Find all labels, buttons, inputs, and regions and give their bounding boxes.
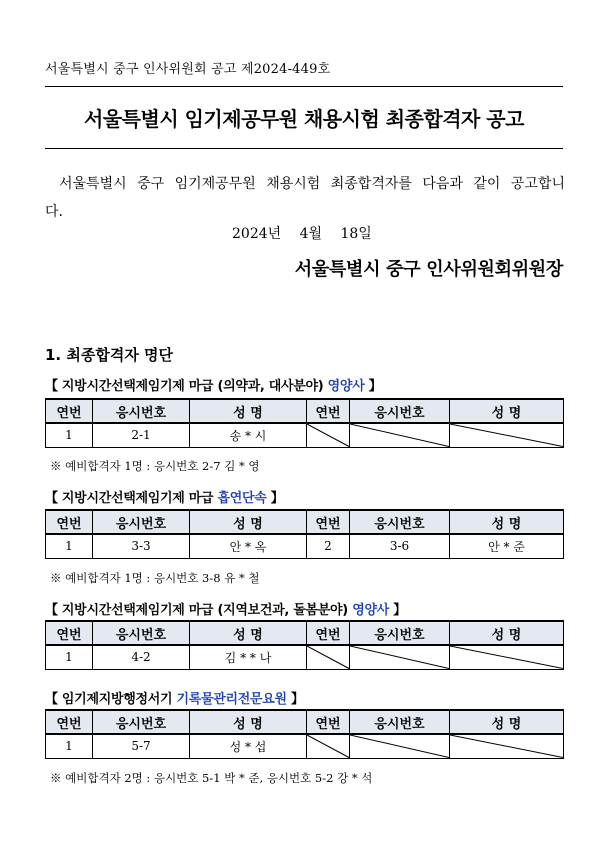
column-header: 응시번호 — [93, 399, 190, 423]
diagonal-strike — [350, 646, 449, 669]
group-title-prefix: 【 지방시간선택제임기제 마급 (지역보건과, 돌봄분야) — [45, 603, 348, 618]
group-field: 흡연단속 — [217, 491, 267, 506]
column-header: 성 명 — [190, 399, 307, 423]
column-header: 성 명 — [450, 710, 564, 734]
table-header-row — [46, 710, 564, 734]
table-cell: 3-6 — [350, 534, 450, 558]
table-cell: 2-1 — [93, 423, 190, 447]
empty-cell — [350, 423, 450, 447]
column-header: 연번 — [46, 399, 93, 423]
empty-cell — [450, 734, 564, 758]
diagonal-strike — [307, 735, 349, 758]
table-cell: 송 * 시 — [190, 423, 307, 447]
table-cell: 안 * 준 — [450, 534, 564, 558]
table-cell: 1 — [46, 423, 93, 447]
table-cell: 2 — [307, 534, 350, 558]
column-header: 성 명 — [450, 510, 564, 534]
table-header-row — [46, 399, 564, 423]
column-header: 성 명 — [190, 510, 307, 534]
table-row — [46, 534, 564, 558]
group-title — [45, 375, 381, 394]
group-field: 영양사 — [352, 603, 389, 618]
empty-cell — [307, 423, 350, 447]
table-cell: 1 — [46, 534, 93, 558]
roster-table — [45, 620, 564, 670]
empty-cell — [450, 423, 564, 447]
column-header: 응시번호 — [350, 510, 450, 534]
group-field: 기록물관리전문요원 — [176, 692, 287, 707]
diagonal-strike — [307, 424, 349, 447]
diagonal-strike — [350, 735, 449, 758]
table-row — [46, 423, 564, 447]
column-header: 연번 — [46, 621, 93, 645]
column-header: 응시번호 — [93, 621, 190, 645]
roster-table — [45, 709, 564, 759]
table-cell: 4-2 — [93, 645, 190, 669]
column-header: 응시번호 — [350, 621, 450, 645]
column-header: 연번 — [307, 510, 350, 534]
column-header: 연번 — [307, 710, 350, 734]
diagonal-strike — [450, 646, 563, 669]
diagonal-strike — [307, 646, 349, 669]
empty-cell — [307, 734, 350, 758]
empty-cell — [350, 645, 450, 669]
diagonal-strike — [350, 424, 449, 447]
intro-paragraph: 서울특별시 중구 임기제공무원 채용시험 최종합격자를 다음과 같이 공고합니다. — [45, 176, 565, 220]
table-cell: 김 * * 나 — [190, 645, 307, 669]
column-header: 연번 — [46, 510, 93, 534]
table-cell: 안 * 옥 — [190, 534, 307, 558]
group-title-suffix: 】 — [291, 692, 304, 707]
group-title-prefix: 【 지방시간선택제임기제 마급 — [45, 491, 214, 506]
roster-table — [45, 398, 564, 448]
empty-cell — [307, 645, 350, 669]
group-title-prefix: 【 임기제지방행정서기 — [45, 692, 173, 707]
group-title — [45, 599, 406, 618]
table-row — [46, 645, 564, 669]
group-field: 영양사 — [327, 379, 365, 394]
notice-number: 서울특별시 중구 인사위원회 공고 제2024-449호 — [45, 62, 331, 77]
empty-cell — [450, 645, 564, 669]
column-header: 성 명 — [190, 710, 307, 734]
title-rule-top — [45, 86, 563, 87]
table-cell: 5-7 — [93, 734, 190, 758]
diagonal-strike — [450, 735, 563, 758]
table-header-row — [46, 510, 564, 534]
group-title — [45, 688, 304, 707]
table-header-row — [46, 621, 564, 645]
reserve-note: ※ 예비합격자 2명 : 응시번호 5-1 박 * 준, 응시번호 5-2 강 * 석 — [50, 771, 373, 785]
column-header: 성 명 — [450, 399, 564, 423]
group-title — [45, 487, 283, 506]
roster-table — [45, 509, 564, 559]
table-cell: 1 — [46, 645, 93, 669]
table-cell: 3-3 — [93, 534, 190, 558]
column-header: 연번 — [46, 710, 93, 734]
reserve-note: ※ 예비합격자 1명 : 응시번호 2-7 김 * 영 — [50, 459, 260, 473]
column-header: 연번 — [307, 399, 350, 423]
empty-cell — [350, 734, 450, 758]
column-header: 연번 — [307, 621, 350, 645]
title-rule-bottom — [45, 148, 563, 149]
signer: 서울특별시 중구 인사위원회위원장 — [294, 259, 563, 280]
reserve-note: ※ 예비합격자 1명 : 응시번호 3-8 유 * 철 — [50, 571, 260, 585]
diagonal-strike — [450, 424, 563, 447]
table-cell: 성 * 섭 — [190, 734, 307, 758]
group-title-suffix: 】 — [368, 379, 382, 394]
column-header: 성 명 — [450, 621, 564, 645]
group-title-suffix: 】 — [393, 603, 406, 618]
section-heading: 1. 최종합격자 명단 — [45, 346, 174, 364]
page-title: 서울특별시 임기제공무원 채용시험 최종합격자 공고 — [84, 107, 524, 131]
table-cell: 1 — [46, 734, 93, 758]
group-title-prefix: 【 지방시간선택제임기제 마급 (의약과, 대사분야) — [45, 379, 324, 394]
announcement-date: 2024년 4월 18일 — [232, 226, 372, 242]
group-title-suffix: 】 — [270, 491, 284, 506]
table-row — [46, 734, 564, 758]
column-header: 성 명 — [190, 621, 307, 645]
column-header: 응시번호 — [350, 399, 450, 423]
column-header: 응시번호 — [350, 710, 450, 734]
column-header: 응시번호 — [93, 710, 190, 734]
column-header: 응시번호 — [93, 510, 190, 534]
